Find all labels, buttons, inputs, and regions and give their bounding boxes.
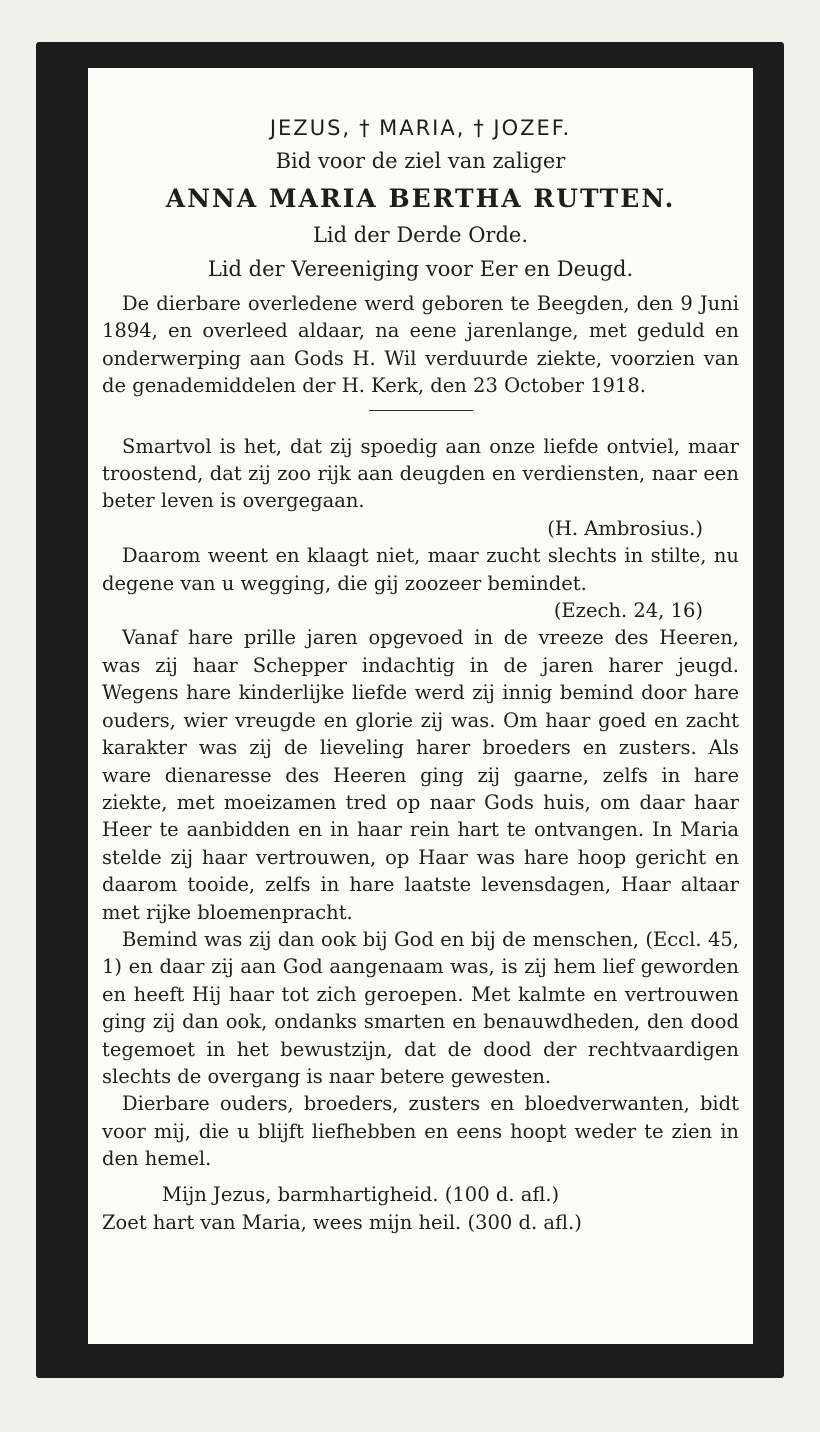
paragraph-5: Dierbare ouders, broeders, zusters en bloedverwanten, bidt voor mij, die u blijft liefhebben en eens hoopt weder te zien in den hemel.: [102, 1092, 739, 1171]
invocation-jezus: JEZUS,: [269, 116, 352, 140]
invocation-maria: MARIA,: [379, 116, 466, 140]
divider: [369, 410, 473, 411]
reference-ezech: (Ezech. 24, 16): [553, 599, 703, 623]
membership-1: Lid der Derde Orde.: [312, 223, 528, 247]
indulgence-2: Zoet hart van Maria, wees mijn heil. (300 d. afl.): [102, 1210, 582, 1234]
memorial-card-border: [36, 42, 784, 1378]
indulgence-1: Mijn Jezus, barmhartigheid. (100 d. afl.): [162, 1182, 560, 1206]
memorial-card: [88, 68, 753, 1344]
prayer-request: Bid voor de ziel van zaliger: [275, 149, 566, 173]
paragraph-1: Smartvol is het, dat zij spoedig aan onze liefde ontviel, maar troostend, dat zij zoo rijk aan deugden en verdiensten, naar een beter leven is overgegaan.: [102, 434, 739, 513]
cross-icon: †: [359, 116, 372, 140]
paragraph-4: Bemind was zij dan ook bij God en bij de menschen, (Eccl. 45, 1) en daar zij aan God aangenaam was, is zij hem lief geworden en heeft Hij haar tot zich geroepen. Met kalmte en vertrouwen ging zij dan ook, ondanks smarten en benauwdheden, den dood tegemoet in het bewustzijn, dat de dood der rechtvaardigen slechts de overgang is naar betere gewesten.: [102, 927, 739, 1088]
cross-icon: †: [473, 116, 486, 140]
deceased-name: ANNA MARIA BERTHA RUTTEN.: [165, 184, 676, 213]
paragraph-2: Daarom weent en klaagt niet, maar zucht slechts in stilte, nu degene van u wegging, die gij zoozeer bemindet.: [102, 544, 739, 595]
reference-ambrosius: (H. Ambrosius.): [547, 516, 703, 540]
membership-2: Lid der Vereeniging voor Eer en Deugd.: [207, 257, 634, 281]
invocation-line: [102, 112, 739, 144]
paragraph-3: Vanaf hare prille jaren opgevoed in de vreeze des Heeren, was zij haar Schepper indachtig in de jaren harer jeugd. Wegens hare kinderlijke liefde werd zij innig bemind door hare ouders, wier vreugde en glorie zij was. Om haar goed en zacht karakter was zij de lieveling harer broeders en zusters. Als ware dienaresse des Heeren ging zij gaarne, zelfs in hare ziekte, met moeizamen tred op naar Gods huis, om daar haar Heer te aanbidden en in haar rein hart te ontvangen. In Maria stelde zij haar vertrouwen, op Haar was hare hoop gericht en daarom tooide, zelfs in hare laatste levensdagen, Haar altaar met rijke bloemenpracht.: [102, 626, 739, 924]
biography: De dierbare overledene werd geboren te Beegden, den 9 Juni 1894, en overleed aldaar, na eene jarenlange, met geduld en onderwerping aan Gods H. Wil verduurde ziekte, voorzien van de genademiddelen der H. Kerk, den 23 October 1918.: [102, 292, 739, 398]
invocation-jozef: JOZEF.: [493, 116, 572, 140]
